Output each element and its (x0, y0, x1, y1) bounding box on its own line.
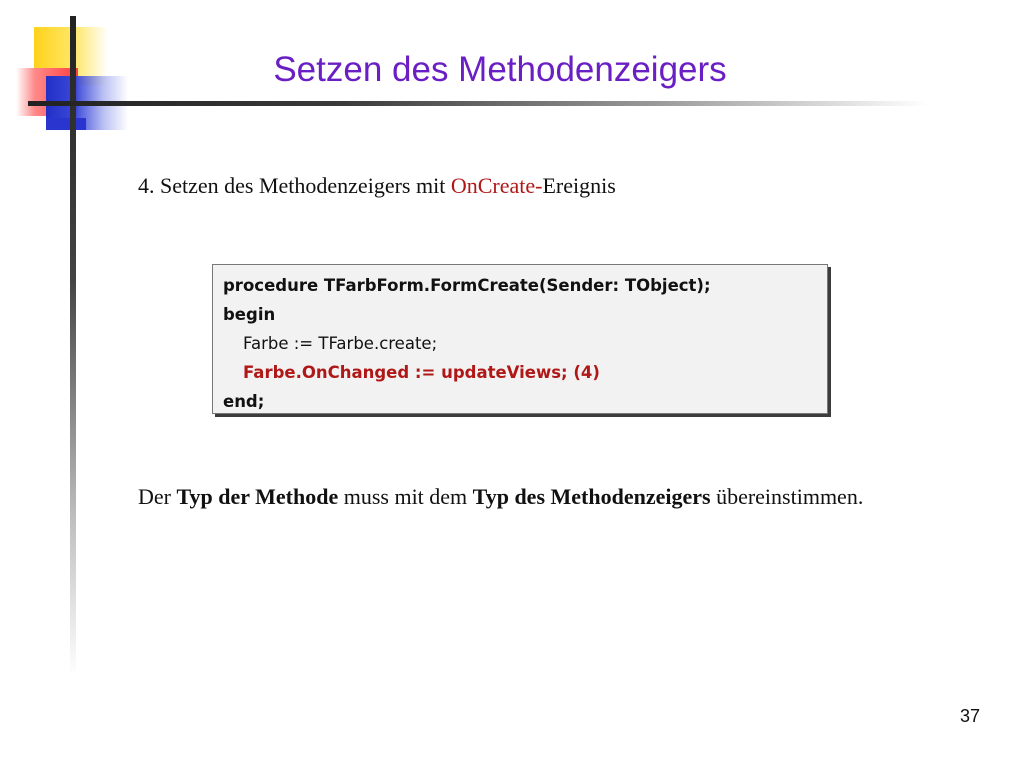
note-text: übereinstimmen. (710, 484, 864, 509)
code-line: end; (223, 392, 265, 411)
code-line: Farbe := TFarbe.create; (243, 334, 438, 353)
logo-blue-square-base (46, 118, 86, 130)
bullet-text-prefix: 4. Setzen des Methodenzeigers mit (138, 173, 451, 198)
code-line-highlighted: Farbe.OnChanged := updateViews; (4) (243, 363, 600, 382)
vertical-rule (70, 16, 76, 676)
code-line: begin (223, 305, 276, 324)
note-bold-text: Typ der Methode (176, 484, 339, 509)
code-line: procedure TFarbForm.FormCreate(Sender: TObject); (223, 276, 711, 295)
note-paragraph (138, 480, 898, 513)
title-underline (28, 101, 928, 106)
note-text: muss mit dem (338, 484, 473, 509)
page-number: 37 (959, 706, 980, 726)
bullet-text-suffix: Ereignis (542, 173, 616, 198)
slide-title: Setzen des Methodenzeigers (273, 50, 727, 89)
bullet-point (138, 172, 616, 200)
note-bold-text: Typ des Methodenzeigers (472, 484, 711, 509)
code-box (212, 264, 828, 414)
note-text: Der (138, 484, 177, 509)
bullet-text-highlight: OnCreate- (450, 173, 543, 198)
